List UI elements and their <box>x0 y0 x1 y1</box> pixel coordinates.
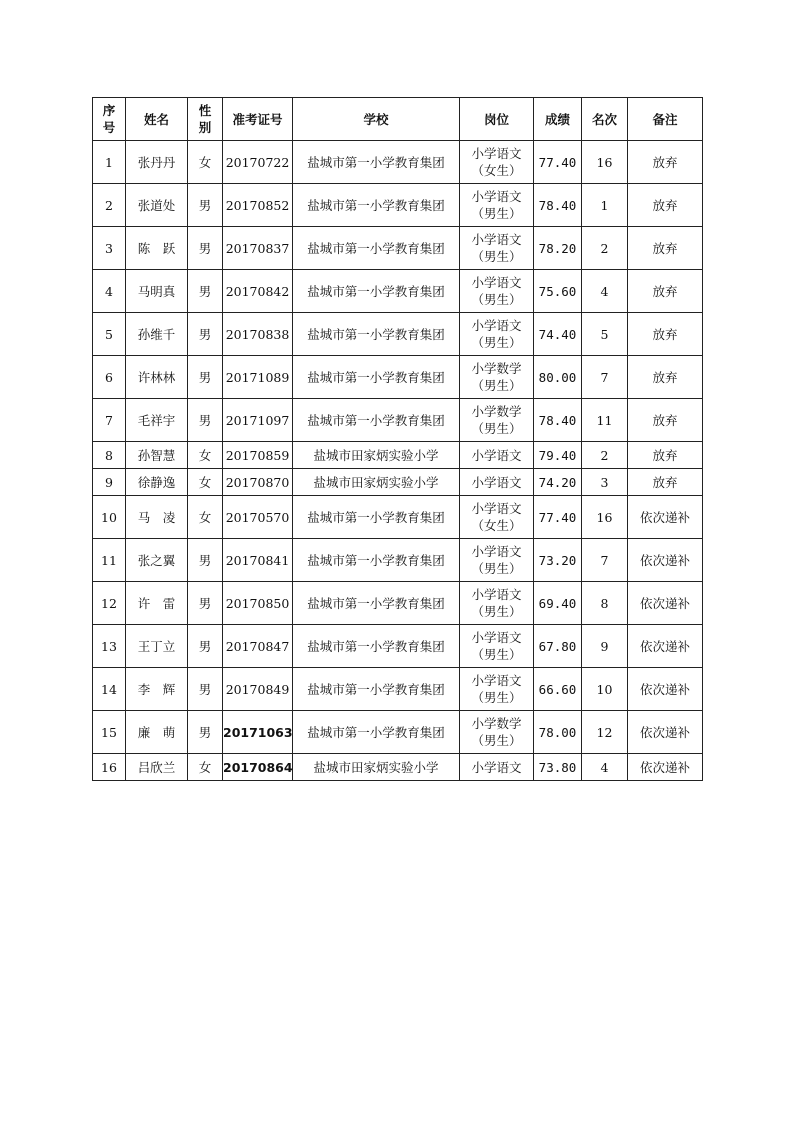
cell-position <box>460 270 534 313</box>
cell-school: 盐城市第一小学教育集团 <box>293 184 460 227</box>
cell-score: 66.60 <box>534 668 582 711</box>
header-exam-id: 准考证号 <box>223 98 293 141</box>
cell-rank: 5 <box>582 313 628 356</box>
cell-name: 孙维千 <box>126 313 188 356</box>
cell-position-line1: 小学语文 <box>471 275 522 290</box>
table-row <box>93 270 703 313</box>
cell-rank: 16 <box>582 141 628 184</box>
header-remark: 备注 <box>628 98 703 141</box>
cell-gender: 女 <box>188 496 223 539</box>
header-school: 学校 <box>293 98 460 141</box>
cell-position-line2: （男生） <box>471 206 522 221</box>
cell-position-line2: （男生） <box>471 421 522 436</box>
cell-seq: 4 <box>93 270 126 313</box>
cell-score: 69.40 <box>534 582 582 625</box>
cell-gender: 男 <box>188 270 223 313</box>
cell-name: 张道处 <box>126 184 188 227</box>
cell-score: 75.60 <box>534 270 582 313</box>
cell-name: 吕欣兰 <box>126 754 188 781</box>
cell-school: 盐城市第一小学教育集团 <box>293 270 460 313</box>
cell-position <box>460 313 534 356</box>
cell-score: 80.00 <box>534 356 582 399</box>
cell-name: 许林林 <box>126 356 188 399</box>
cell-remark: 依次递补 <box>628 496 703 539</box>
cell-rank: 2 <box>582 442 628 469</box>
header-score: 成绩 <box>534 98 582 141</box>
cell-rank: 4 <box>582 754 628 781</box>
cell-exam-id: 20170852 <box>223 184 293 227</box>
cell-school: 盐城市田家炳实验小学 <box>293 469 460 496</box>
cell-position-line1: 小学语文 <box>471 146 522 161</box>
cell-remark: 放弃 <box>628 270 703 313</box>
cell-name: 孙智慧 <box>126 442 188 469</box>
cell-position-line2: （男生） <box>471 690 522 705</box>
cell-seq: 10 <box>93 496 126 539</box>
cell-remark: 依次递补 <box>628 582 703 625</box>
cell-school: 盐城市第一小学教育集团 <box>293 399 460 442</box>
cell-score: 77.40 <box>534 496 582 539</box>
cell-seq: 9 <box>93 469 126 496</box>
cell-seq: 14 <box>93 668 126 711</box>
cell-gender: 男 <box>188 582 223 625</box>
cell-exam-id: 20170722 <box>223 141 293 184</box>
cell-exam-id: 20170870 <box>223 469 293 496</box>
table-body <box>93 141 703 781</box>
cell-remark: 放弃 <box>628 141 703 184</box>
cell-rank: 10 <box>582 668 628 711</box>
cell-score: 78.20 <box>534 227 582 270</box>
table-row <box>93 469 703 496</box>
header-seq-line2: 号 <box>102 120 116 135</box>
cell-seq: 2 <box>93 184 126 227</box>
header-gender-line2: 别 <box>198 120 212 135</box>
cell-position <box>460 356 534 399</box>
cell-school: 盐城市第一小学教育集团 <box>293 625 460 668</box>
cell-score: 73.20 <box>534 539 582 582</box>
table-row <box>93 356 703 399</box>
cell-remark: 放弃 <box>628 227 703 270</box>
cell-position-line1: 小学语文 <box>471 501 522 516</box>
cell-remark: 放弃 <box>628 442 703 469</box>
table-row <box>93 313 703 356</box>
cell-school: 盐城市田家炳实验小学 <box>293 442 460 469</box>
cell-name: 马明真 <box>126 270 188 313</box>
cell-score: 74.20 <box>534 469 582 496</box>
cell-position-line1: 小学语文 <box>471 232 522 247</box>
cell-school: 盐城市第一小学教育集团 <box>293 356 460 399</box>
cell-name: 徐静逸 <box>126 469 188 496</box>
cell-school: 盐城市第一小学教育集团 <box>293 496 460 539</box>
cell-score: 79.40 <box>534 442 582 469</box>
cell-rank: 9 <box>582 625 628 668</box>
roster-table <box>92 97 703 781</box>
cell-score: 67.80 <box>534 625 582 668</box>
cell-position-line1: 小学语文 <box>471 544 522 559</box>
cell-position <box>460 539 534 582</box>
cell-position-line2: （男生） <box>471 335 522 350</box>
cell-school: 盐城市第一小学教育集团 <box>293 141 460 184</box>
cell-position <box>460 582 534 625</box>
cell-gender: 男 <box>188 399 223 442</box>
cell-gender: 女 <box>188 754 223 781</box>
cell-rank: 1 <box>582 184 628 227</box>
cell-exam-id: 20170842 <box>223 270 293 313</box>
cell-gender: 男 <box>188 227 223 270</box>
cell-position <box>460 442 534 469</box>
cell-position-line1: 小学数学 <box>471 361 522 376</box>
cell-position <box>460 227 534 270</box>
header-seq-line1: 序 <box>102 103 116 118</box>
cell-position-line1: 小学语文 <box>471 759 522 775</box>
cell-position <box>460 399 534 442</box>
cell-score: 77.40 <box>534 141 582 184</box>
cell-remark: 依次递补 <box>628 668 703 711</box>
cell-position-line2: （男生） <box>471 378 522 393</box>
cell-score: 78.40 <box>534 399 582 442</box>
cell-name: 张之翼 <box>126 539 188 582</box>
cell-gender: 男 <box>188 356 223 399</box>
cell-remark: 放弃 <box>628 469 703 496</box>
cell-exam-id: 20171089 <box>223 356 293 399</box>
cell-gender: 男 <box>188 668 223 711</box>
cell-gender: 男 <box>188 625 223 668</box>
cell-school: 盐城市第一小学教育集团 <box>293 227 460 270</box>
cell-exam-id: 20171097 <box>223 399 293 442</box>
cell-position-line1: 小学语文 <box>471 189 522 204</box>
cell-exam-id: 20170838 <box>223 313 293 356</box>
cell-school: 盐城市第一小学教育集团 <box>293 313 460 356</box>
cell-gender: 男 <box>188 539 223 582</box>
cell-rank: 8 <box>582 582 628 625</box>
cell-score: 78.00 <box>534 711 582 754</box>
table-row <box>93 442 703 469</box>
cell-position <box>460 625 534 668</box>
header-name: 姓名 <box>126 98 188 141</box>
cell-score: 78.40 <box>534 184 582 227</box>
cell-school: 盐城市第一小学教育集团 <box>293 539 460 582</box>
cell-position-line1: 小学数学 <box>471 404 522 419</box>
cell-remark: 放弃 <box>628 184 703 227</box>
cell-exam-id: 20170850 <box>223 582 293 625</box>
cell-position-line1: 小学语文 <box>471 630 522 645</box>
cell-remark: 放弃 <box>628 313 703 356</box>
cell-school: 盐城市第一小学教育集团 <box>293 711 460 754</box>
header-rank: 名次 <box>582 98 628 141</box>
cell-score: 74.40 <box>534 313 582 356</box>
cell-seq: 12 <box>93 582 126 625</box>
cell-name: 陈 跃 <box>126 227 188 270</box>
cell-gender: 女 <box>188 469 223 496</box>
cell-rank: 16 <box>582 496 628 539</box>
cell-position <box>460 754 534 781</box>
cell-position-line2: （女生） <box>471 163 522 178</box>
cell-gender: 女 <box>188 442 223 469</box>
cell-rank: 2 <box>582 227 628 270</box>
cell-position-line2: （男生） <box>471 249 522 264</box>
cell-position <box>460 711 534 754</box>
cell-rank: 7 <box>582 356 628 399</box>
cell-remark: 依次递补 <box>628 539 703 582</box>
cell-position-line2: （女生） <box>471 518 522 533</box>
cell-seq: 13 <box>93 625 126 668</box>
cell-rank: 11 <box>582 399 628 442</box>
cell-school: 盐城市第一小学教育集团 <box>293 668 460 711</box>
cell-rank: 12 <box>582 711 628 754</box>
cell-position-line1: 小学语文 <box>471 318 522 333</box>
cell-gender: 男 <box>188 711 223 754</box>
cell-name: 许 雷 <box>126 582 188 625</box>
cell-position-line2: （男生） <box>471 292 522 307</box>
cell-exam-id: 20170570 <box>223 496 293 539</box>
cell-position-line2: （男生） <box>471 561 522 576</box>
cell-position-line1: 小学语文 <box>471 447 522 463</box>
cell-school: 盐城市田家炳实验小学 <box>293 754 460 781</box>
cell-position <box>460 141 534 184</box>
cell-remark: 依次递补 <box>628 754 703 781</box>
cell-position-line1: 小学语文 <box>471 474 522 490</box>
cell-exam-id: 20171063 <box>223 711 293 754</box>
cell-exam-id: 20170847 <box>223 625 293 668</box>
cell-name: 马 凌 <box>126 496 188 539</box>
table-row <box>93 582 703 625</box>
cell-name: 李 辉 <box>126 668 188 711</box>
cell-school: 盐城市第一小学教育集团 <box>293 582 460 625</box>
cell-remark: 放弃 <box>628 356 703 399</box>
header-gender <box>188 98 223 141</box>
cell-rank: 4 <box>582 270 628 313</box>
cell-gender: 男 <box>188 184 223 227</box>
cell-rank: 3 <box>582 469 628 496</box>
cell-position-line1: 小学语文 <box>471 587 522 602</box>
cell-seq: 7 <box>93 399 126 442</box>
table-row <box>93 227 703 270</box>
cell-seq: 3 <box>93 227 126 270</box>
table-row <box>93 399 703 442</box>
cell-position <box>460 496 534 539</box>
cell-seq: 11 <box>93 539 126 582</box>
cell-position-line2: （男生） <box>471 604 522 619</box>
cell-seq: 6 <box>93 356 126 399</box>
cell-position-line1: 小学数学 <box>471 716 522 731</box>
cell-position <box>460 469 534 496</box>
cell-seq: 15 <box>93 711 126 754</box>
table-row <box>93 539 703 582</box>
cell-position-line2: （男生） <box>471 733 522 748</box>
cell-remark: 放弃 <box>628 399 703 442</box>
header-gender-line1: 性 <box>198 103 212 118</box>
cell-position <box>460 668 534 711</box>
cell-seq: 5 <box>93 313 126 356</box>
cell-exam-id: 20170859 <box>223 442 293 469</box>
cell-position-line2: （男生） <box>471 647 522 662</box>
cell-gender: 男 <box>188 313 223 356</box>
table-row <box>93 496 703 539</box>
table-row <box>93 184 703 227</box>
cell-seq: 1 <box>93 141 126 184</box>
cell-name: 王丁立 <box>126 625 188 668</box>
cell-name: 毛祥宇 <box>126 399 188 442</box>
cell-exam-id: 20170837 <box>223 227 293 270</box>
table-row <box>93 754 703 781</box>
cell-remark: 依次递补 <box>628 625 703 668</box>
cell-seq: 8 <box>93 442 126 469</box>
table-row <box>93 625 703 668</box>
cell-name: 廉 萌 <box>126 711 188 754</box>
table-row <box>93 141 703 184</box>
cell-gender: 女 <box>188 141 223 184</box>
cell-score: 73.80 <box>534 754 582 781</box>
table-row <box>93 711 703 754</box>
cell-position-line1: 小学语文 <box>471 673 522 688</box>
cell-remark: 依次递补 <box>628 711 703 754</box>
table-row <box>93 668 703 711</box>
header-row <box>93 98 703 141</box>
cell-exam-id: 20170841 <box>223 539 293 582</box>
cell-exam-id: 20170864 <box>223 754 293 781</box>
header-seq <box>93 98 126 141</box>
cell-rank: 7 <box>582 539 628 582</box>
cell-name: 张丹丹 <box>126 141 188 184</box>
cell-exam-id: 20170849 <box>223 668 293 711</box>
cell-position <box>460 184 534 227</box>
header-position: 岗位 <box>460 98 534 141</box>
cell-seq: 16 <box>93 754 126 781</box>
